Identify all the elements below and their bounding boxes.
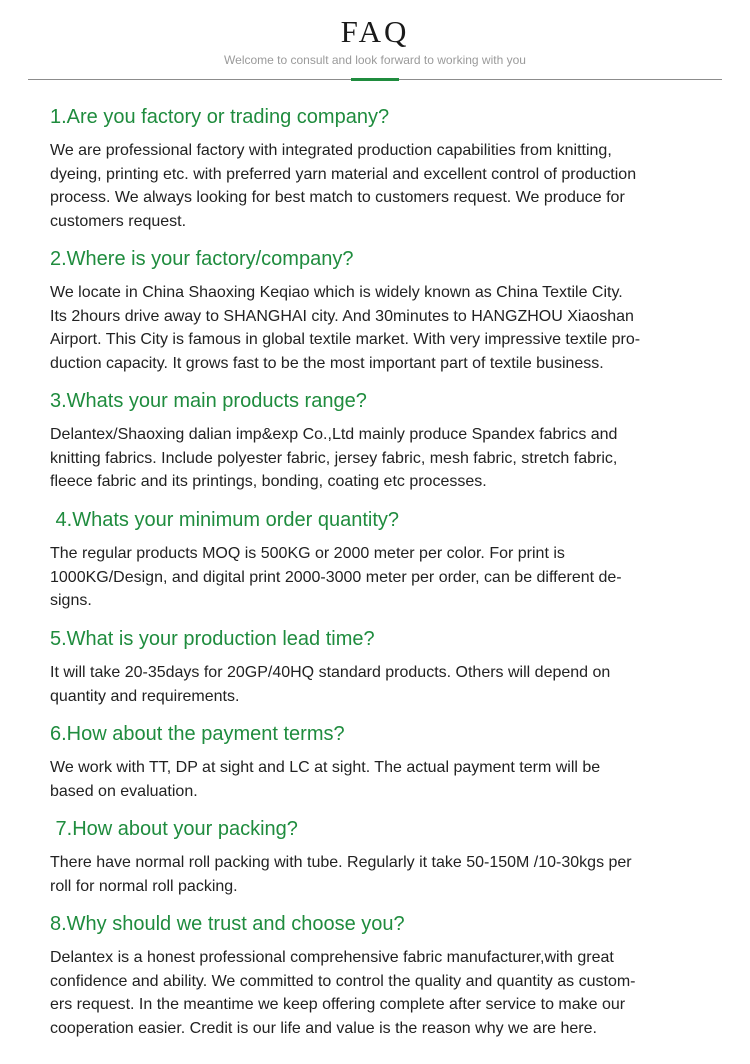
faq-header bbox=[0, 0, 750, 82]
faq-item-8 bbox=[50, 911, 710, 1040]
faq-question-6: 6.How about the payment terms? bbox=[50, 723, 345, 745]
faq-item-4 bbox=[50, 507, 710, 613]
page-title: FAQ bbox=[340, 14, 410, 49]
faq-item-1 bbox=[50, 104, 710, 233]
faq-answer-1: We are professional factory with integrated production capabilities from knitting, dyeing, printing etc. with preferred yarn material and excellent control of production process. We always looking for best match to customers request. We produce for customers request. bbox=[50, 142, 637, 230]
page-subtitle: Welcome to consult and look forward to working with you bbox=[224, 53, 526, 67]
faq-answer-5: It will take 20-35days for 20GP/40HQ standard products. Others will depend on quantity and requirements. bbox=[50, 664, 611, 705]
faq-question-8: 8.Why should we trust and choose you? bbox=[50, 913, 405, 935]
faq-item-6 bbox=[50, 721, 710, 803]
faq-question-1: 1.Are you factory or trading company? bbox=[50, 106, 390, 128]
faq-answer-6: We work with TT, DP at sight and LC at sight. The actual payment term will be based on evaluation. bbox=[50, 759, 601, 800]
faq-answer-4: The regular products MOQ is 500KG or 2000 meter per color. For print is 1000KG/Design, and digital print 2000-3000 meter per order, can be different de- signs. bbox=[50, 545, 622, 609]
faq-item-2 bbox=[50, 246, 710, 375]
faq-item-5 bbox=[50, 626, 710, 708]
faq-question-4: 4.Whats your minimum order quantity? bbox=[50, 509, 400, 531]
faq-item-7 bbox=[50, 816, 710, 898]
faq-question-7: 7.How about your packing? bbox=[50, 818, 298, 840]
faq-question-2: 2.Where is your factory/company? bbox=[50, 248, 354, 270]
faq-answer-3: Delantex/Shaoxing dalian imp&exp Co.,Ltd mainly produce Spandex fabrics and knitting fabrics. Include polyester fabric, jersey fabric, mesh fabric, stretch fabric, fleece fabric and its printings, bonding, coating etc processes. bbox=[50, 426, 618, 490]
faq-question-5: 5.What is your production lead time? bbox=[50, 628, 375, 650]
faq-answer-2: We locate in China Shaoxing Keqiao which is widely known as China Textile City. Its 2hours drive away to SHANGHAI city. And 30minutes to HANGZHOU Xiaoshan Airport. This City is famous in global textile market. With very impressive textile pro- duction capacity. It grows fast to be the most important part of textile business. bbox=[50, 284, 641, 372]
faq-answer-7: There have normal roll packing with tube. Regularly it take 50-150M /10-30kgs per roll for normal roll packing. bbox=[50, 854, 632, 895]
faq-question-3: 3.Whats your main products range? bbox=[50, 390, 367, 412]
faq-item-3 bbox=[50, 388, 710, 494]
header-accent-bar bbox=[351, 78, 399, 81]
faq-answer-8: Delantex is a honest professional comprehensive fabric manufacturer,with great confidence and ability. We committed to control the quality and quantity as custom- ers request. In the meantime we keep offering complete after service to make our cooperation easier. Credit is our life and value is the reason why we are here. bbox=[50, 949, 636, 1037]
